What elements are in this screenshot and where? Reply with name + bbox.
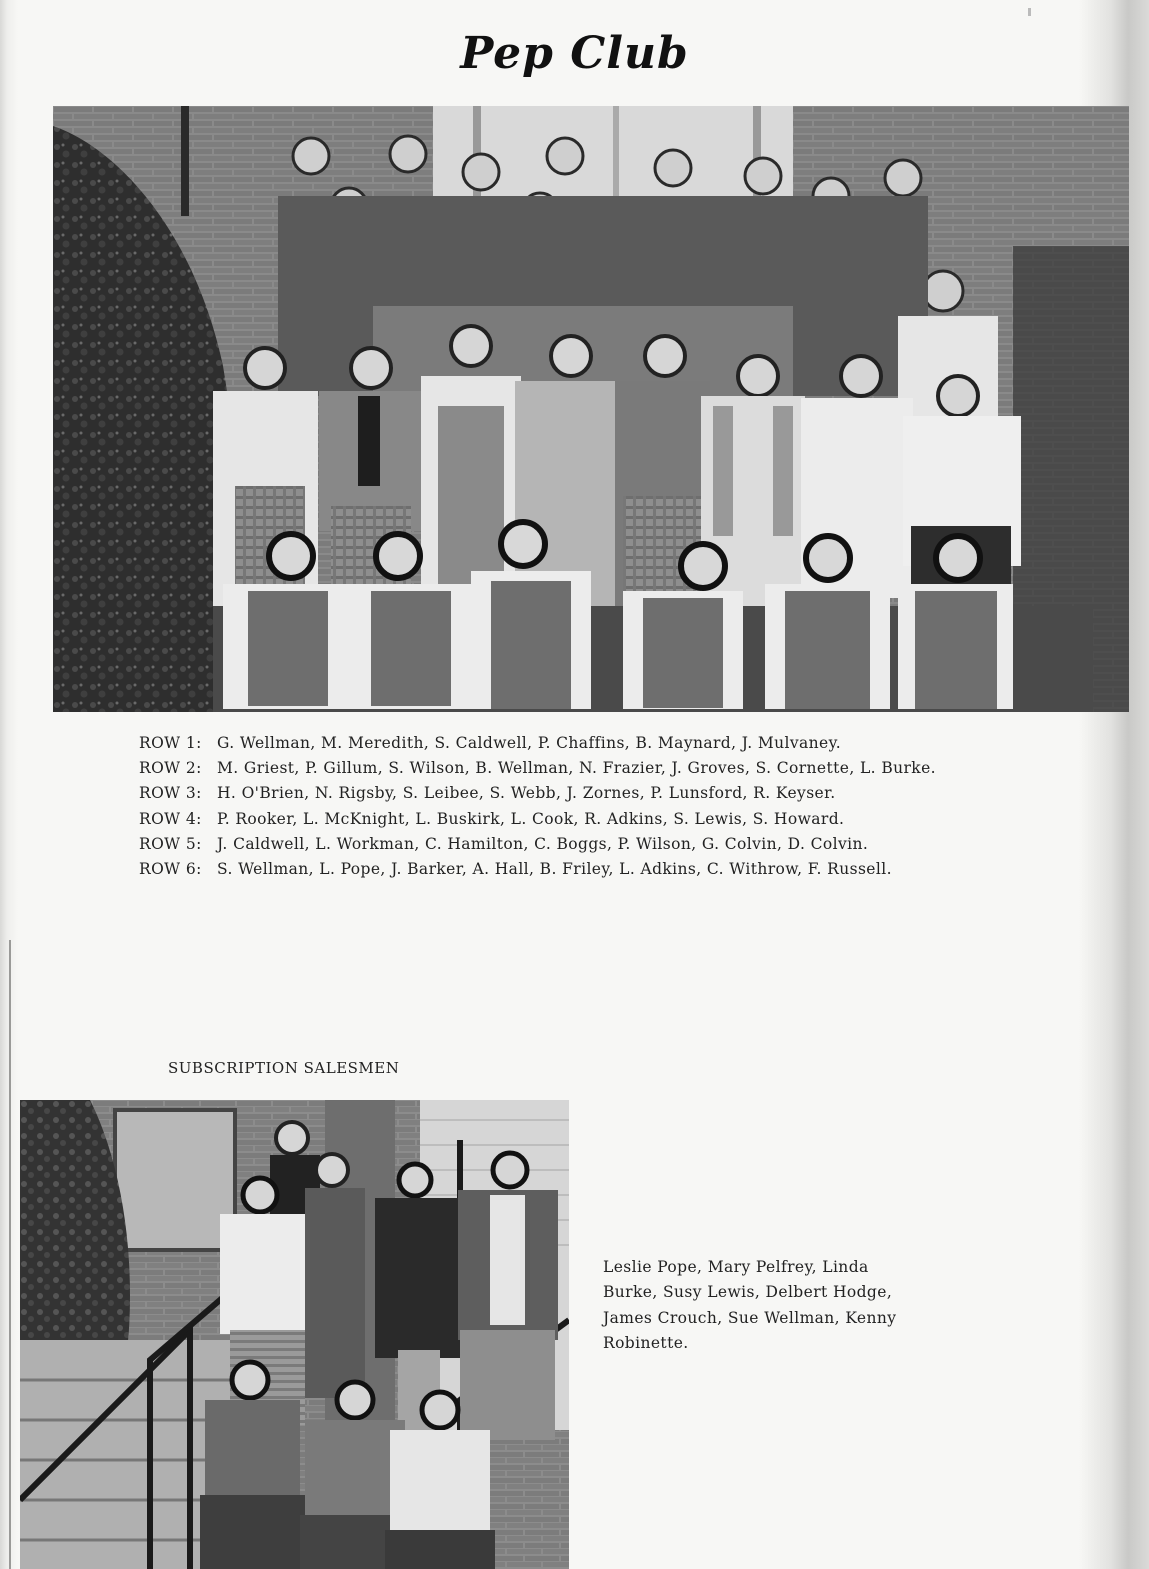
scan-binding-line: [9, 940, 11, 1569]
roster-row-3: [139, 781, 1059, 806]
pep-club-photo: [53, 106, 1129, 712]
subscription-caption-line: Leslie Pope, Mary Pelfrey, Linda: [603, 1258, 869, 1276]
roster-row-6: [139, 857, 1059, 882]
roster-row-1: [139, 731, 1059, 756]
roster-row-label: ROW 4:: [139, 809, 202, 828]
roster-row-label: ROW 5:: [139, 834, 202, 853]
roster-row-label: ROW 1:: [139, 734, 202, 752]
roster-row-names: M. Griest, P. Gillum, S. Wilson, B. Wellman, N. Frazier, J. Groves, S. Cornette, L. Burke.: [217, 759, 936, 778]
roster-row-names: H. O'Brien, N. Rigsby, S. Leibee, S. Webb, J. Zornes, P. Lunsford, R. Keyser.: [217, 784, 836, 803]
roster-row-2: [139, 756, 1059, 781]
roster-row-names: P. Rooker, L. McKnight, L. Buskirk, L. Cook, R. Adkins, S. Lewis, S. Howard.: [217, 809, 845, 828]
roster-row-names: J. Caldwell, L. Workman, C. Hamilton, C. Boggs, P. Wilson, G. Colvin, D. Colvin.: [217, 834, 869, 853]
roster-row-5: [139, 832, 1059, 857]
page-title: Pep Club: [460, 28, 689, 79]
subscription-caption: [603, 1255, 933, 1357]
subscription-caption-line: Burke, Susy Lewis, Delbert Hodge,: [603, 1283, 893, 1302]
subscription-heading: SUBSCRIPTION SALESMEN: [168, 1059, 400, 1077]
pep-club-roster: [139, 731, 1059, 882]
roster-row-names: S. Wellman, L. Pope, J. Barker, A. Hall, B. Friley, L. Adkins, C. Withrow, F. Russell.: [217, 860, 892, 879]
subscription-caption-line: James Crouch, Sue Wellman, Kenny: [603, 1308, 897, 1327]
subscription-salesmen-photo: [20, 1100, 569, 1569]
scan-speck: [1028, 8, 1031, 16]
subscription-caption-line: Robinette.: [603, 1334, 689, 1353]
roster-row-label: ROW 2:: [139, 759, 202, 778]
roster-row-names: G. Wellman, M. Meredith, S. Caldwell, P. Chaffins, B. Maynard, J. Mulvaney.: [217, 734, 842, 752]
roster-row-label: ROW 3:: [139, 784, 202, 803]
roster-row-4: [139, 807, 1059, 832]
roster-row-label: ROW 6:: [139, 860, 202, 879]
